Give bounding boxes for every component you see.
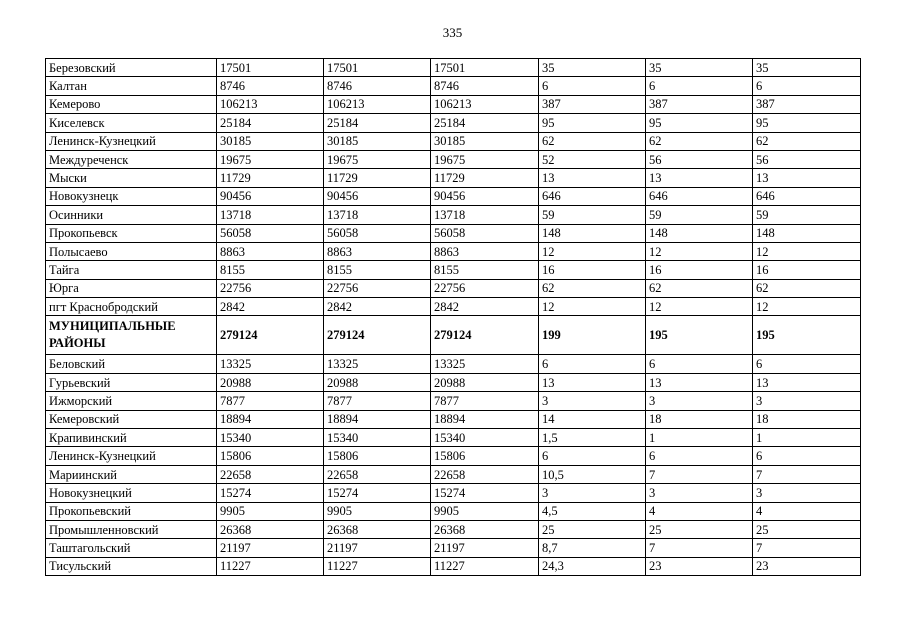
value-cell-1: 19675 xyxy=(217,150,324,168)
row-name-cell: Промышленновский xyxy=(46,520,217,538)
value-cell-2: 8863 xyxy=(324,242,431,260)
value-cell-1: 15806 xyxy=(217,447,324,465)
page-number: 335 xyxy=(442,25,463,40)
value-cell-5: 6 xyxy=(646,77,753,95)
value-cell-2: 13325 xyxy=(324,355,431,373)
value-cell-3: 8863 xyxy=(431,242,539,260)
value-cell-5: 7 xyxy=(646,465,753,483)
value-cell-6: 7 xyxy=(753,539,861,557)
table-row xyxy=(46,224,861,242)
row-name-cell: Кемеровский xyxy=(46,410,217,428)
value-cell-6: 12 xyxy=(753,298,861,316)
value-cell-4: 14 xyxy=(539,410,646,428)
value-cell-6: 25 xyxy=(753,520,861,538)
row-name-cell: Калтан xyxy=(46,77,217,95)
table-row xyxy=(46,150,861,168)
value-cell-2: 15274 xyxy=(324,484,431,502)
value-cell-2: 22756 xyxy=(324,279,431,297)
value-cell-1: 90456 xyxy=(217,187,324,205)
value-cell-2: 7877 xyxy=(324,392,431,410)
row-name-cell: Киселевск xyxy=(46,114,217,132)
value-cell-4: 3 xyxy=(539,484,646,502)
value-cell-4: 62 xyxy=(539,132,646,150)
row-name-cell: Мариинский xyxy=(46,465,217,483)
value-cell-5: 13 xyxy=(646,169,753,187)
table-row xyxy=(46,77,861,95)
value-cell-4: 199 xyxy=(539,316,646,355)
value-cell-5: 13 xyxy=(646,373,753,391)
row-name-cell: Новокузнецк xyxy=(46,187,217,205)
table-row xyxy=(46,298,861,316)
value-cell-1: 13718 xyxy=(217,206,324,224)
value-cell-5: 12 xyxy=(646,298,753,316)
value-cell-3: 15274 xyxy=(431,484,539,502)
table-row xyxy=(46,279,861,297)
value-cell-5: 6 xyxy=(646,447,753,465)
value-cell-5: 62 xyxy=(646,132,753,150)
value-cell-3: 22658 xyxy=(431,465,539,483)
value-cell-3: 18894 xyxy=(431,410,539,428)
value-cell-1: 7877 xyxy=(217,392,324,410)
value-cell-1: 30185 xyxy=(217,132,324,150)
row-name-cell: Прокопьевск xyxy=(46,224,217,242)
value-cell-4: 148 xyxy=(539,224,646,242)
value-cell-1: 25184 xyxy=(217,114,324,132)
value-cell-5: 59 xyxy=(646,206,753,224)
value-cell-1: 26368 xyxy=(217,520,324,538)
value-cell-5: 4 xyxy=(646,502,753,520)
table-row xyxy=(46,520,861,538)
value-cell-4: 3 xyxy=(539,392,646,410)
value-cell-6: 59 xyxy=(753,206,861,224)
value-cell-4: 25 xyxy=(539,520,646,538)
row-name-cell: Гурьевский xyxy=(46,373,217,391)
value-cell-1: 18894 xyxy=(217,410,324,428)
row-name-cell: Осинники xyxy=(46,206,217,224)
value-cell-6: 18 xyxy=(753,410,861,428)
value-cell-1: 15274 xyxy=(217,484,324,502)
value-cell-2: 15340 xyxy=(324,429,431,447)
value-cell-4: 95 xyxy=(539,114,646,132)
row-name-cell: Юрга xyxy=(46,279,217,297)
value-cell-5: 3 xyxy=(646,484,753,502)
value-cell-5: 35 xyxy=(646,59,753,77)
value-cell-1: 8863 xyxy=(217,242,324,260)
value-cell-1: 11227 xyxy=(217,557,324,575)
value-cell-2: 8155 xyxy=(324,261,431,279)
value-cell-2: 90456 xyxy=(324,187,431,205)
row-name-cell: Крапивинский xyxy=(46,429,217,447)
table-row xyxy=(46,429,861,447)
value-cell-2: 2842 xyxy=(324,298,431,316)
value-cell-3: 56058 xyxy=(431,224,539,242)
value-cell-1: 13325 xyxy=(217,355,324,373)
value-cell-2: 22658 xyxy=(324,465,431,483)
value-cell-6: 7 xyxy=(753,465,861,483)
value-cell-4: 35 xyxy=(539,59,646,77)
value-cell-3: 20988 xyxy=(431,373,539,391)
table-row xyxy=(46,465,861,483)
value-cell-4: 6 xyxy=(539,355,646,373)
value-cell-2: 9905 xyxy=(324,502,431,520)
value-cell-6: 62 xyxy=(753,279,861,297)
value-cell-5: 195 xyxy=(646,316,753,355)
value-cell-5: 25 xyxy=(646,520,753,538)
value-cell-5: 1 xyxy=(646,429,753,447)
row-name-cell: Кемерово xyxy=(46,95,217,113)
value-cell-1: 11729 xyxy=(217,169,324,187)
table-row xyxy=(46,373,861,391)
value-cell-6: 13 xyxy=(753,169,861,187)
table-row xyxy=(46,206,861,224)
value-cell-3: 26368 xyxy=(431,520,539,538)
table-row xyxy=(46,410,861,428)
value-cell-5: 7 xyxy=(646,539,753,557)
value-cell-1: 17501 xyxy=(217,59,324,77)
value-cell-1: 56058 xyxy=(217,224,324,242)
value-cell-5: 56 xyxy=(646,150,753,168)
value-cell-6: 35 xyxy=(753,59,861,77)
row-name-cell: Беловский xyxy=(46,355,217,373)
value-cell-3: 19675 xyxy=(431,150,539,168)
table-row xyxy=(46,187,861,205)
row-name-cell: Междуреченск xyxy=(46,150,217,168)
data-table xyxy=(45,58,861,576)
value-cell-4: 62 xyxy=(539,279,646,297)
value-cell-3: 11729 xyxy=(431,169,539,187)
value-cell-4: 6 xyxy=(539,77,646,95)
row-name-cell: Тайга xyxy=(46,261,217,279)
row-name-cell: Мыски xyxy=(46,169,217,187)
value-cell-2: 13718 xyxy=(324,206,431,224)
value-cell-6: 56 xyxy=(753,150,861,168)
value-cell-5: 12 xyxy=(646,242,753,260)
value-cell-6: 95 xyxy=(753,114,861,132)
row-name-cell: Ленинск-Кузнецкий xyxy=(46,132,217,150)
value-cell-2: 30185 xyxy=(324,132,431,150)
value-cell-6: 16 xyxy=(753,261,861,279)
value-cell-6: 387 xyxy=(753,95,861,113)
value-cell-3: 106213 xyxy=(431,95,539,113)
value-cell-1: 20988 xyxy=(217,373,324,391)
table-row xyxy=(46,484,861,502)
value-cell-1: 2842 xyxy=(217,298,324,316)
value-cell-4: 10,5 xyxy=(539,465,646,483)
value-cell-4: 52 xyxy=(539,150,646,168)
row-name-cell: Тисульский xyxy=(46,557,217,575)
value-cell-5: 62 xyxy=(646,279,753,297)
value-cell-3: 13718 xyxy=(431,206,539,224)
value-cell-6: 195 xyxy=(753,316,861,355)
value-cell-6: 6 xyxy=(753,355,861,373)
value-cell-1: 22756 xyxy=(217,279,324,297)
value-cell-1: 279124 xyxy=(217,316,324,355)
value-cell-5: 23 xyxy=(646,557,753,575)
value-cell-4: 387 xyxy=(539,95,646,113)
value-cell-5: 6 xyxy=(646,355,753,373)
value-cell-4: 13 xyxy=(539,169,646,187)
value-cell-3: 13325 xyxy=(431,355,539,373)
row-name-cell: Полысаево xyxy=(46,242,217,260)
value-cell-4: 16 xyxy=(539,261,646,279)
value-cell-5: 387 xyxy=(646,95,753,113)
value-cell-3: 25184 xyxy=(431,114,539,132)
value-cell-4: 13 xyxy=(539,373,646,391)
row-name-cell: Березовский xyxy=(46,59,217,77)
value-cell-1: 22658 xyxy=(217,465,324,483)
value-cell-4: 6 xyxy=(539,447,646,465)
value-cell-4: 646 xyxy=(539,187,646,205)
value-cell-6: 13 xyxy=(753,373,861,391)
value-cell-6: 148 xyxy=(753,224,861,242)
value-cell-3: 7877 xyxy=(431,392,539,410)
table-row xyxy=(46,95,861,113)
value-cell-6: 3 xyxy=(753,484,861,502)
table-row xyxy=(46,169,861,187)
value-cell-3: 30185 xyxy=(431,132,539,150)
table-row xyxy=(46,261,861,279)
value-cell-1: 8155 xyxy=(217,261,324,279)
value-cell-6: 646 xyxy=(753,187,861,205)
value-cell-4: 4,5 xyxy=(539,502,646,520)
value-cell-3: 8155 xyxy=(431,261,539,279)
value-cell-6: 12 xyxy=(753,242,861,260)
value-cell-5: 16 xyxy=(646,261,753,279)
value-cell-3: 11227 xyxy=(431,557,539,575)
value-cell-5: 646 xyxy=(646,187,753,205)
table-row xyxy=(46,114,861,132)
value-cell-3: 279124 xyxy=(431,316,539,355)
table-row xyxy=(46,355,861,373)
value-cell-3: 90456 xyxy=(431,187,539,205)
table-body xyxy=(46,59,861,576)
value-cell-6: 4 xyxy=(753,502,861,520)
value-cell-6: 6 xyxy=(753,77,861,95)
value-cell-2: 25184 xyxy=(324,114,431,132)
value-cell-2: 18894 xyxy=(324,410,431,428)
table-row xyxy=(46,392,861,410)
value-cell-4: 59 xyxy=(539,206,646,224)
table-row xyxy=(46,242,861,260)
value-cell-5: 148 xyxy=(646,224,753,242)
value-cell-4: 24,3 xyxy=(539,557,646,575)
table-row xyxy=(46,539,861,557)
value-cell-3: 2842 xyxy=(431,298,539,316)
value-cell-2: 56058 xyxy=(324,224,431,242)
value-cell-4: 12 xyxy=(539,242,646,260)
row-name-cell: Ленинск-Кузнецкий xyxy=(46,447,217,465)
value-cell-6: 3 xyxy=(753,392,861,410)
value-cell-2: 26368 xyxy=(324,520,431,538)
row-name-cell: Таштагольский xyxy=(46,539,217,557)
row-name-cell: Прокопьевский xyxy=(46,502,217,520)
value-cell-3: 8746 xyxy=(431,77,539,95)
value-cell-3: 17501 xyxy=(431,59,539,77)
value-cell-5: 18 xyxy=(646,410,753,428)
table-row xyxy=(46,59,861,77)
value-cell-3: 21197 xyxy=(431,539,539,557)
value-cell-5: 95 xyxy=(646,114,753,132)
value-cell-2: 19675 xyxy=(324,150,431,168)
table-row xyxy=(46,502,861,520)
value-cell-2: 11227 xyxy=(324,557,431,575)
value-cell-1: 21197 xyxy=(217,539,324,557)
value-cell-4: 1,5 xyxy=(539,429,646,447)
value-cell-6: 1 xyxy=(753,429,861,447)
value-cell-3: 15806 xyxy=(431,447,539,465)
row-name-cell: пгт Краснобродский xyxy=(46,298,217,316)
table-row xyxy=(46,557,861,575)
row-name-cell: Ижморский xyxy=(46,392,217,410)
value-cell-2: 8746 xyxy=(324,77,431,95)
value-cell-6: 23 xyxy=(753,557,861,575)
value-cell-2: 106213 xyxy=(324,95,431,113)
value-cell-3: 9905 xyxy=(431,502,539,520)
value-cell-2: 15806 xyxy=(324,447,431,465)
value-cell-2: 21197 xyxy=(324,539,431,557)
value-cell-3: 15340 xyxy=(431,429,539,447)
table-row xyxy=(46,132,861,150)
value-cell-6: 6 xyxy=(753,447,861,465)
value-cell-1: 9905 xyxy=(217,502,324,520)
value-cell-2: 11729 xyxy=(324,169,431,187)
value-cell-1: 8746 xyxy=(217,77,324,95)
value-cell-1: 15340 xyxy=(217,429,324,447)
value-cell-3: 22756 xyxy=(431,279,539,297)
value-cell-2: 279124 xyxy=(324,316,431,355)
value-cell-4: 8,7 xyxy=(539,539,646,557)
row-name-cell: Новокузнецкий xyxy=(46,484,217,502)
value-cell-2: 17501 xyxy=(324,59,431,77)
value-cell-6: 62 xyxy=(753,132,861,150)
value-cell-5: 3 xyxy=(646,392,753,410)
table-row xyxy=(46,316,861,355)
value-cell-4: 12 xyxy=(539,298,646,316)
value-cell-1: 106213 xyxy=(217,95,324,113)
row-name-cell: МУНИЦИПАЛЬНЫЕ РАЙОНЫ xyxy=(46,316,217,355)
table-row xyxy=(46,447,861,465)
value-cell-2: 20988 xyxy=(324,373,431,391)
